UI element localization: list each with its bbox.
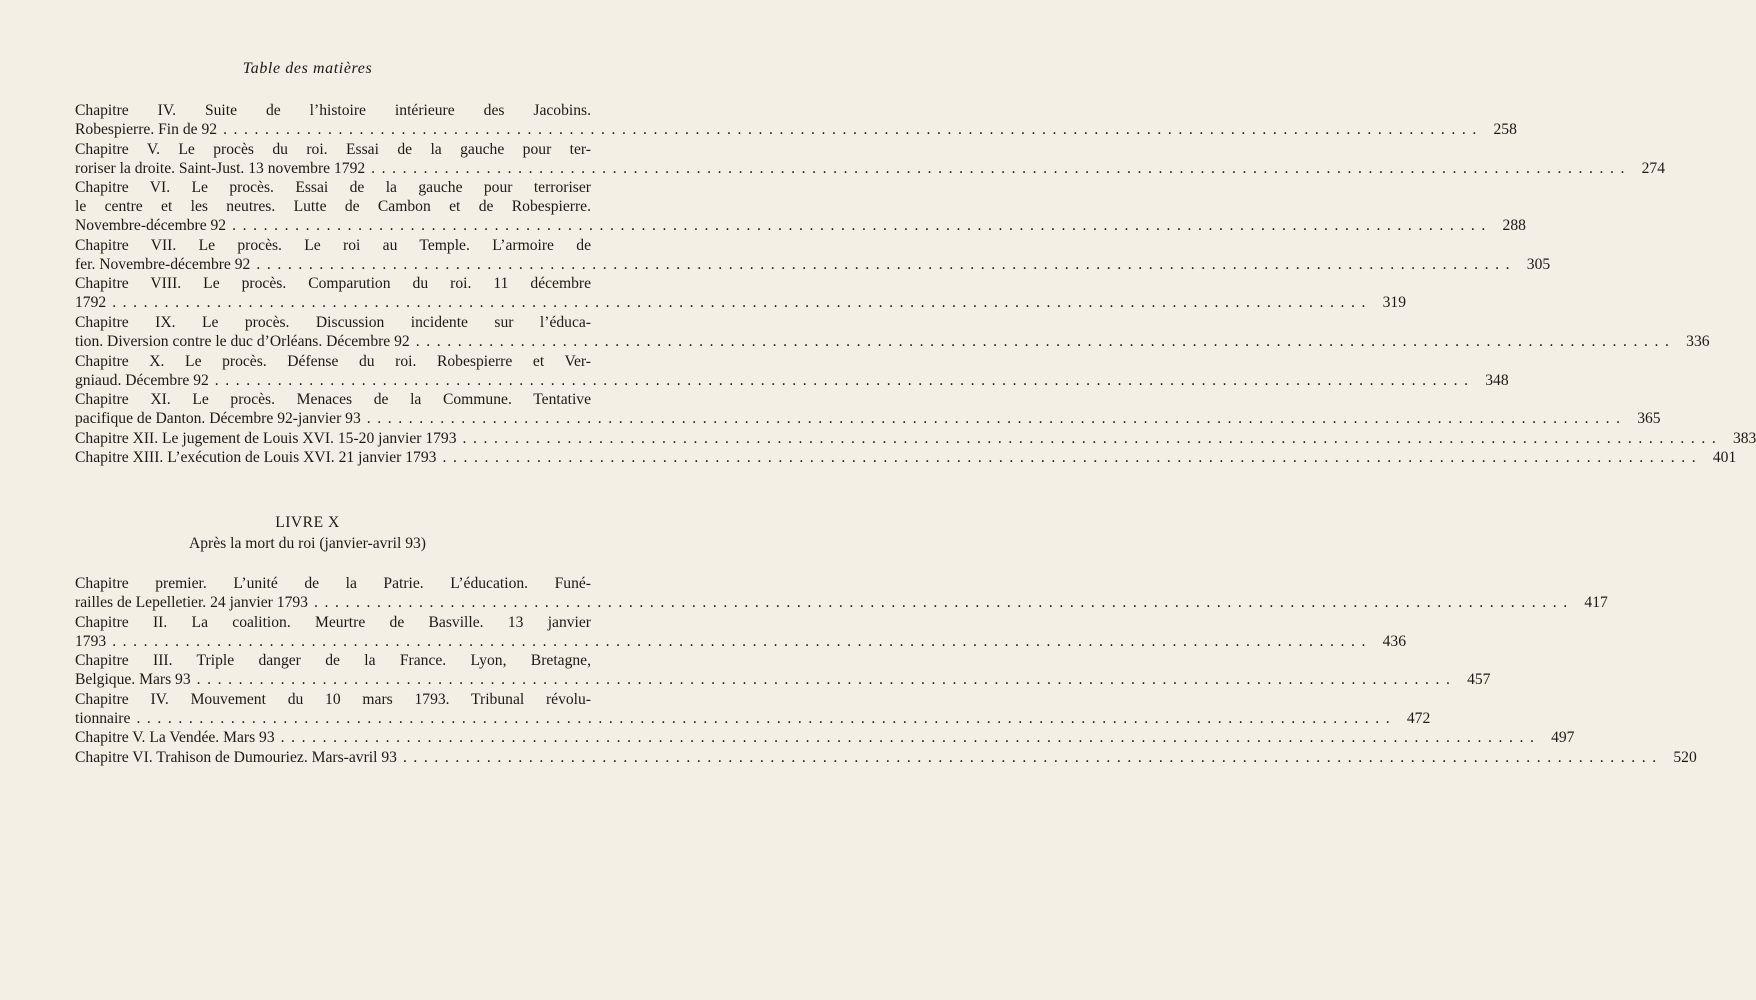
toc-entry-line xyxy=(75,409,1661,428)
toc-entry-line xyxy=(75,197,591,216)
toc-entry-line xyxy=(75,709,1431,728)
toc-entry-line xyxy=(75,371,1509,390)
toc-entry-line xyxy=(75,670,1491,689)
toc-entry-text: Belgique. Mars 93 xyxy=(75,671,191,689)
dot-leader: ........................................................................................................................ xyxy=(112,294,1372,312)
toc-entry-text: Chapitre V. La Vendée. Mars 93 xyxy=(75,729,275,747)
toc-entry-line xyxy=(75,120,1517,139)
toc-entry-line xyxy=(75,236,591,255)
toc-entry xyxy=(75,390,1661,428)
book-number: LIVRE X xyxy=(275,514,340,531)
page-number: 497 xyxy=(1551,729,1575,747)
toc-entry xyxy=(75,429,1756,448)
toc-entry-text: fer. Novembre-décembre 92 xyxy=(75,255,251,273)
dot-leader: ........................................................................................................................ xyxy=(371,159,1631,177)
toc-entry-text: roriser la droite. Saint-Just. 13 novembre 1792 xyxy=(75,159,366,177)
toc-entry xyxy=(75,101,1517,139)
toc-entry-line xyxy=(75,593,1608,612)
toc-entry xyxy=(75,178,1526,235)
toc-entry-line xyxy=(75,429,1756,448)
toc-entry-text: Chapitre XI. Le procès. Menaces de la Commune. Tentative xyxy=(75,391,591,409)
dot-leader: ........................................................................................................................ xyxy=(415,332,1676,350)
dot-leader: ........................................................................................................................ xyxy=(112,632,1372,650)
toc-entry-text: gniaud. Décembre 92 xyxy=(75,371,209,389)
toc-entry-text: Chapitre IV. Mouvement du 10 mars 1793. Tribunal révolu- xyxy=(75,690,591,708)
page-number: 365 xyxy=(1637,410,1661,428)
toc-entry xyxy=(75,274,1406,312)
toc-entry-text: Chapitre X. Le procès. Défense du roi. Robespierre et Ver- xyxy=(75,352,591,370)
toc-entry xyxy=(75,613,1406,651)
toc-entry-text: Robespierre. Fin de 92 xyxy=(75,121,218,138)
toc-entry xyxy=(75,448,1737,467)
toc-entry-text: tionnaire xyxy=(75,709,131,727)
toc-entry-text: Chapitre premier. L’unité de la Patrie. L’éducation. Funé- xyxy=(75,575,591,592)
toc-entry xyxy=(75,651,1491,689)
toc-entry-line xyxy=(75,255,1551,274)
toc-entry-line xyxy=(75,178,591,197)
toc-entry-text: tion. Diversion contre le duc d’Orléans. Décembre 92 xyxy=(75,332,410,350)
toc-entry-text: Chapitre VII. Le procès. Le roi au Temple. L’armoire de xyxy=(75,236,591,254)
dot-leader: ........................................................................................................................ xyxy=(136,709,1397,727)
toc-entry-line xyxy=(75,352,591,371)
toc-entry xyxy=(75,728,1575,747)
toc-entry-line xyxy=(75,632,1406,651)
toc-entry-text: Chapitre IX. Le procès. Discussion incidente sur l’éduca- xyxy=(75,313,591,331)
toc-entry xyxy=(75,236,1551,274)
page-number: 288 xyxy=(1502,217,1526,235)
dot-leader: ........................................................................................................................ xyxy=(214,371,1475,389)
toc-entry-line xyxy=(75,728,1575,747)
dot-leader: ........................................................................................................................ xyxy=(232,217,1492,235)
toc-entry-line xyxy=(75,332,1710,351)
page-number: 401 xyxy=(1712,449,1737,467)
toc-entry-text: 1792 xyxy=(75,294,107,312)
toc-entry-line xyxy=(75,159,1665,178)
toc-entry-line xyxy=(75,274,591,293)
toc-entry-text: Novembre-décembre 92 xyxy=(75,217,227,235)
toc-entry-text: Chapitre IV. Suite de l’histoire intérieure des Jacobins. xyxy=(75,102,591,119)
page-number: 520 xyxy=(1673,748,1697,766)
toc-entry-line xyxy=(75,101,591,120)
dot-leader: ........................................................................................................................ xyxy=(256,255,1517,273)
toc-entry xyxy=(75,574,1608,612)
toc-entry-line xyxy=(75,293,1406,312)
page-number: 305 xyxy=(1526,255,1551,273)
toc-entry-line xyxy=(75,613,591,632)
toc-entry-text: railles de Lepelletier. 24 janvier 1793 xyxy=(75,594,308,611)
page-number: 457 xyxy=(1467,671,1491,689)
toc-entry xyxy=(75,690,1431,728)
book-heading xyxy=(0,513,615,553)
toc-entry-text: Chapitre III. Triple danger de la France. Lyon, Bretagne, xyxy=(75,652,591,670)
dot-leader: ........................................................................................................................ xyxy=(223,121,1483,138)
page-number: 472 xyxy=(1406,709,1431,727)
toc-entry-line xyxy=(75,748,1697,767)
toc-entry-text: pacifique de Danton. Décembre 92-janvier 93 xyxy=(75,410,361,428)
dot-leader: ........................................................................................................................ xyxy=(280,729,1541,747)
dot-leader: ........................................................................................................................ xyxy=(462,429,1723,447)
toc-entry-text: Chapitre II. La coalition. Meurtre de Basville. 13 janvier xyxy=(75,613,591,631)
toc-entry-line xyxy=(75,448,1737,467)
toc-entry-line xyxy=(75,690,591,709)
dot-leader: ........................................................................................................................ xyxy=(442,449,1703,467)
page-number: 383 xyxy=(1732,429,1756,447)
page-number: 417 xyxy=(1584,594,1608,611)
page-number: 348 xyxy=(1485,371,1509,389)
page-number: 274 xyxy=(1641,159,1665,177)
page-number: 436 xyxy=(1382,632,1406,650)
toc-entry-line xyxy=(75,574,591,593)
running-title: Table des matières xyxy=(242,60,373,77)
toc-entry-text: le centre et les neutres. Lutte de Cambon et de Robespierre. xyxy=(75,198,591,216)
toc-entry-line xyxy=(75,140,591,159)
toc-entry-line xyxy=(75,390,591,409)
dot-leader: ........................................................................................................................ xyxy=(313,594,1574,611)
page-number: 319 xyxy=(1382,294,1406,312)
book-subtitle: Après la mort du roi (janvier-avril 93) xyxy=(189,535,426,552)
toc-entry-text: 1793 xyxy=(75,632,107,650)
toc-entry-text: Chapitre VIII. Le procès. Comparution du roi. 11 décembre xyxy=(75,275,591,293)
toc-section-1 xyxy=(75,101,1756,468)
toc-entry-line xyxy=(75,313,591,332)
toc-entry-line xyxy=(75,651,591,670)
dot-leader: ........................................................................................................................ xyxy=(366,410,1627,428)
toc-entry-text: Chapitre VI. Le procès. Essai de la gauche pour terroriser xyxy=(75,179,591,197)
dot-leader: ........................................................................................................................ xyxy=(402,748,1663,766)
toc-entry-text: Chapitre XIII. L’exécution de Louis XVI. 21 janvier 1793 xyxy=(75,449,437,467)
page-number: 258 xyxy=(1493,121,1517,138)
toc-entry xyxy=(75,352,1509,390)
toc-entry-text: Chapitre VI. Trahison de Dumouriez. Mars-avril 93 xyxy=(75,748,397,766)
toc-entry-line xyxy=(75,216,1526,235)
toc-entry xyxy=(75,748,1697,767)
toc-entry xyxy=(75,140,1665,178)
page-number: 336 xyxy=(1686,332,1710,350)
toc-section-2 xyxy=(75,574,1697,768)
toc-entry xyxy=(75,313,1710,351)
toc-entry-text: Chapitre V. Le procès du roi. Essai de la gauche pour ter- xyxy=(75,140,591,158)
toc-entry-text: Chapitre XII. Le jugement de Louis XVI. 15-20 janvier 1793 xyxy=(75,429,457,447)
dot-leader: ........................................................................................................................ xyxy=(196,671,1457,689)
